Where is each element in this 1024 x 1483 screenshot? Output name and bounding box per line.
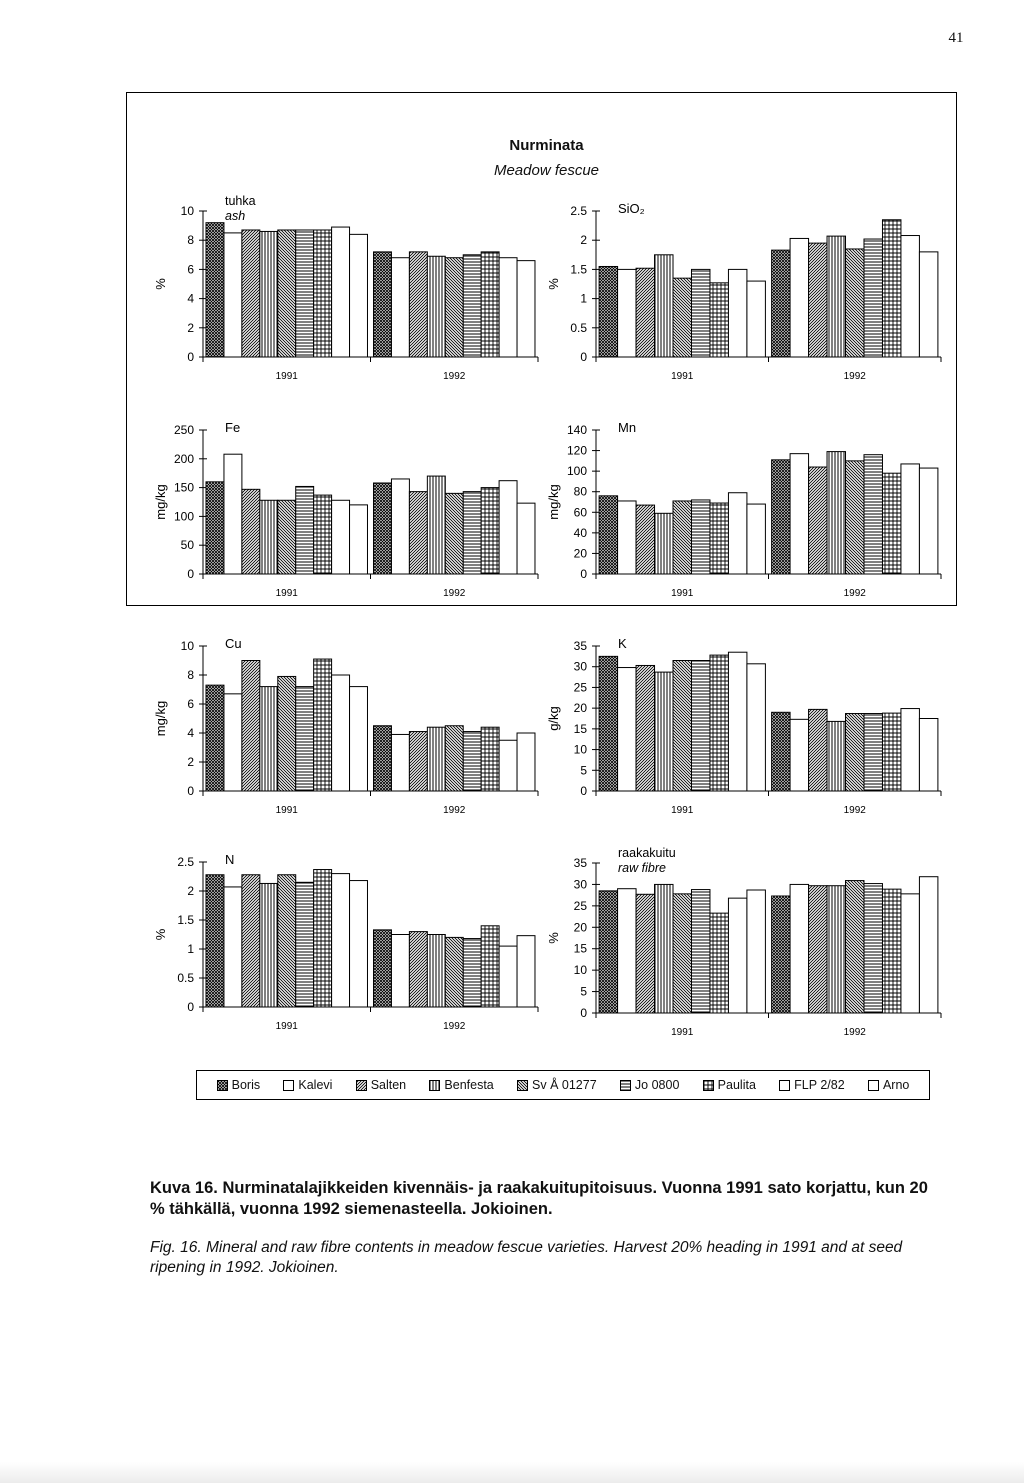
y-tick-label: 250 bbox=[173, 423, 194, 437]
x-category-label: 1992 bbox=[443, 1021, 466, 1032]
bar bbox=[499, 740, 517, 791]
chart-panel-8 bbox=[546, 846, 941, 1038]
x-category-label: 1991 bbox=[275, 588, 298, 599]
bar bbox=[374, 726, 392, 791]
y-tick-label: 0 bbox=[187, 1000, 194, 1014]
y-tick-label: 100 bbox=[173, 509, 194, 524]
y-tick-label: 20 bbox=[573, 920, 587, 935]
y-tick-label: 1 bbox=[187, 942, 194, 956]
bar bbox=[517, 936, 535, 1007]
y-axis-label: g/kg bbox=[546, 706, 561, 731]
bar bbox=[728, 898, 746, 1013]
caption-english: Fig. 16. Mineral and raw fibre contents in meadow fescue varieties. Harvest 20% heading in 1991 and at seed ripening in 1992. Jokioinen. bbox=[150, 1239, 903, 1276]
bar bbox=[463, 492, 481, 574]
bar bbox=[224, 454, 242, 574]
bar bbox=[350, 687, 368, 791]
y-tick-label: 40 bbox=[573, 525, 587, 540]
bar bbox=[224, 694, 242, 791]
legend-swatch bbox=[703, 1080, 714, 1091]
panel-label: Cu bbox=[225, 636, 242, 651]
bar bbox=[747, 281, 765, 357]
legend-swatch-fill bbox=[430, 1080, 440, 1090]
legend-swatch bbox=[283, 1080, 294, 1091]
chart-panel-4 bbox=[546, 420, 941, 599]
scan-edge bbox=[0, 1462, 1024, 1483]
x-category-label: 1992 bbox=[443, 588, 466, 599]
bar bbox=[599, 891, 617, 1013]
bar bbox=[846, 714, 864, 791]
y-tick-label: 8 bbox=[187, 668, 194, 682]
bar bbox=[919, 719, 937, 792]
bar bbox=[691, 500, 709, 574]
bar bbox=[427, 476, 445, 574]
bar bbox=[499, 258, 517, 357]
legend-label: Sv Å 01277 bbox=[532, 1078, 597, 1092]
bar bbox=[710, 283, 728, 357]
bar bbox=[864, 884, 882, 1013]
bar bbox=[901, 236, 919, 357]
chart-panel-6 bbox=[546, 636, 941, 816]
y-tick-label: 6 bbox=[187, 697, 194, 711]
bar bbox=[242, 230, 260, 357]
y-tick-label: 0 bbox=[187, 567, 194, 581]
bar bbox=[332, 874, 350, 1007]
bar bbox=[772, 896, 790, 1013]
y-axis-label: % bbox=[546, 278, 561, 290]
caption-finnish: Kuva 16. Nurminatalajikkeiden kivennäis- ja raakakuitupitoisuus. Vuonna 1991 sato korjattu, kun 20 % tähkällä, vuonna 1992 siemenasteella. Jokioinen. bbox=[150, 1179, 928, 1218]
legend-swatch-fill bbox=[518, 1080, 528, 1090]
page-number: 41 bbox=[948, 30, 964, 46]
legend-swatch bbox=[356, 1080, 367, 1091]
bar bbox=[517, 261, 535, 357]
panel-label: N bbox=[225, 852, 235, 867]
bar bbox=[710, 503, 728, 574]
legend-item bbox=[517, 1078, 597, 1092]
bar bbox=[296, 486, 314, 574]
y-tick-label: 6 bbox=[187, 262, 194, 277]
legend-swatch-fill bbox=[356, 1080, 366, 1090]
bar bbox=[901, 464, 919, 574]
legend-swatch-fill bbox=[217, 1080, 227, 1090]
bar bbox=[747, 664, 765, 791]
bar bbox=[314, 230, 332, 357]
y-tick-label: 140 bbox=[566, 423, 587, 437]
y-axis-label: mg/kg bbox=[153, 700, 168, 737]
y-tick-label: 35 bbox=[573, 856, 587, 870]
y-tick-label: 15 bbox=[573, 721, 587, 736]
bar bbox=[655, 513, 673, 574]
bar bbox=[391, 479, 409, 574]
panel-label: SiO₂ bbox=[618, 201, 645, 216]
y-tick-label: 2 bbox=[187, 755, 194, 769]
bar bbox=[463, 732, 481, 791]
bar bbox=[882, 473, 900, 574]
bar bbox=[772, 250, 790, 357]
bar bbox=[332, 227, 350, 357]
bar bbox=[517, 503, 535, 574]
bar bbox=[409, 252, 427, 357]
x-category-label: 1992 bbox=[843, 1027, 866, 1038]
bar bbox=[206, 875, 224, 1007]
bar bbox=[206, 685, 224, 791]
bar bbox=[463, 255, 481, 357]
bar bbox=[481, 252, 499, 357]
x-category-label: 1991 bbox=[275, 371, 298, 382]
y-tick-label: 0 bbox=[580, 784, 587, 798]
y-tick-label: 20 bbox=[573, 546, 587, 561]
bar bbox=[499, 481, 517, 574]
x-category-label: 1992 bbox=[843, 805, 866, 816]
legend-swatch bbox=[217, 1080, 228, 1091]
legend-item bbox=[356, 1078, 406, 1092]
bar bbox=[481, 488, 499, 574]
x-category-label: 1991 bbox=[275, 1021, 298, 1032]
y-tick-label: 60 bbox=[573, 505, 587, 520]
bar bbox=[728, 493, 746, 574]
bar bbox=[427, 256, 445, 357]
bar bbox=[691, 890, 709, 1013]
bar bbox=[332, 675, 350, 791]
legend bbox=[196, 1070, 930, 1100]
legend-label: Jo 0800 bbox=[634, 1078, 680, 1092]
chart-panel-5 bbox=[153, 636, 538, 816]
bar bbox=[391, 734, 409, 791]
bar bbox=[790, 238, 808, 357]
bar bbox=[618, 668, 636, 791]
bar bbox=[314, 870, 332, 1007]
legend-label: Boris bbox=[231, 1078, 261, 1092]
legend-swatch bbox=[517, 1080, 528, 1091]
y-tick-label: 50 bbox=[180, 538, 194, 553]
bar bbox=[691, 269, 709, 357]
y-tick-label: 0 bbox=[580, 567, 587, 581]
bar bbox=[728, 652, 746, 791]
y-tick-label: 2 bbox=[187, 320, 194, 335]
legend-item bbox=[779, 1078, 845, 1092]
panel-label: K bbox=[618, 636, 627, 651]
bar bbox=[517, 733, 535, 791]
panel-label: raakakuitu bbox=[618, 846, 676, 860]
bar bbox=[314, 659, 332, 791]
legend-item bbox=[217, 1078, 260, 1092]
bar bbox=[772, 460, 790, 574]
figure-title: Nurminata bbox=[509, 137, 584, 154]
bar bbox=[374, 252, 392, 357]
legend-swatch-fill bbox=[868, 1080, 878, 1090]
y-tick-label: 20 bbox=[573, 701, 587, 716]
bar bbox=[710, 655, 728, 791]
y-tick-label: 0 bbox=[187, 784, 194, 798]
bar bbox=[481, 926, 499, 1007]
bar bbox=[409, 932, 427, 1007]
bar bbox=[636, 894, 654, 1013]
bar bbox=[772, 712, 790, 791]
y-tick-label: 8 bbox=[187, 233, 194, 248]
bar bbox=[224, 887, 242, 1007]
y-tick-label: 1 bbox=[580, 291, 587, 306]
legend-swatch bbox=[868, 1080, 879, 1091]
bar bbox=[350, 505, 368, 574]
bar bbox=[827, 721, 845, 791]
bar bbox=[242, 661, 260, 792]
bar bbox=[481, 727, 499, 791]
bar bbox=[260, 883, 278, 1007]
bar bbox=[278, 676, 296, 791]
panel-label: tuhka bbox=[225, 194, 256, 208]
y-tick-label: 200 bbox=[173, 451, 194, 466]
bar bbox=[846, 461, 864, 574]
x-category-label: 1992 bbox=[843, 588, 866, 599]
bar bbox=[864, 714, 882, 791]
panel-label: Fe bbox=[225, 420, 241, 435]
y-tick-label: 1.5 bbox=[570, 262, 587, 277]
bar bbox=[242, 489, 260, 574]
chart-panel-2 bbox=[546, 201, 941, 382]
bar bbox=[864, 239, 882, 357]
x-category-label: 1991 bbox=[275, 805, 298, 816]
bar bbox=[864, 455, 882, 574]
bar bbox=[314, 495, 332, 574]
y-axis-label: mg/kg bbox=[153, 484, 168, 520]
bar bbox=[409, 732, 427, 791]
y-tick-label: 120 bbox=[566, 443, 587, 458]
bar bbox=[846, 881, 864, 1013]
bar bbox=[809, 243, 827, 357]
bar bbox=[242, 875, 260, 1007]
bar bbox=[391, 258, 409, 357]
y-tick-label: 10 bbox=[573, 742, 587, 757]
legend-label: Paulita bbox=[717, 1078, 756, 1092]
bar bbox=[618, 269, 636, 357]
bar bbox=[655, 672, 673, 791]
chart-panel-3 bbox=[153, 420, 538, 599]
x-category-label: 1992 bbox=[843, 371, 866, 382]
bar bbox=[636, 268, 654, 357]
y-tick-label: 2.5 bbox=[177, 855, 194, 869]
legend-swatch bbox=[779, 1080, 790, 1091]
x-category-label: 1991 bbox=[671, 1027, 694, 1038]
bar bbox=[278, 875, 296, 1007]
y-tick-label: 0 bbox=[580, 1006, 587, 1020]
bar bbox=[599, 656, 617, 791]
caption bbox=[150, 1178, 930, 1278]
panel-label-english: raw fibre bbox=[618, 861, 666, 875]
y-tick-label: 30 bbox=[573, 877, 587, 892]
bar bbox=[673, 894, 691, 1013]
bar bbox=[599, 266, 617, 357]
legend-swatch-fill bbox=[620, 1080, 630, 1090]
bar bbox=[747, 890, 765, 1013]
bar bbox=[636, 665, 654, 791]
bar bbox=[673, 501, 691, 574]
legend-item bbox=[620, 1078, 679, 1092]
y-tick-label: 0.5 bbox=[177, 971, 194, 985]
y-tick-label: 25 bbox=[573, 680, 587, 695]
y-tick-label: 5 bbox=[580, 763, 587, 778]
bar bbox=[278, 500, 296, 574]
bar bbox=[673, 661, 691, 792]
bar bbox=[224, 233, 242, 357]
y-tick-label: 0 bbox=[580, 350, 587, 364]
bar bbox=[206, 482, 224, 574]
y-tick-label: 30 bbox=[573, 659, 587, 674]
y-tick-label: 10 bbox=[573, 963, 587, 978]
x-category-label: 1991 bbox=[671, 588, 694, 599]
bar bbox=[278, 230, 296, 357]
bar bbox=[636, 505, 654, 574]
bar bbox=[790, 884, 808, 1013]
legend-label: Kalevi bbox=[298, 1078, 333, 1092]
bar bbox=[747, 504, 765, 574]
bar bbox=[296, 687, 314, 791]
bar bbox=[391, 935, 409, 1008]
bar bbox=[901, 709, 919, 791]
y-tick-label: 80 bbox=[573, 484, 587, 499]
bar bbox=[882, 713, 900, 791]
bar bbox=[901, 894, 919, 1013]
bar bbox=[790, 454, 808, 574]
legend-swatch bbox=[429, 1080, 440, 1091]
legend-swatch-fill bbox=[780, 1080, 790, 1090]
bar bbox=[809, 886, 827, 1013]
bar bbox=[710, 913, 728, 1013]
legend-swatch-fill bbox=[703, 1080, 713, 1090]
bar bbox=[374, 483, 392, 574]
legend-label: Salten bbox=[370, 1078, 407, 1092]
bar bbox=[445, 493, 463, 574]
bar bbox=[409, 492, 427, 574]
bar bbox=[618, 501, 636, 574]
legend-label: FLP 2/82 bbox=[794, 1078, 845, 1092]
legend-item bbox=[868, 1078, 909, 1092]
legend-swatch bbox=[620, 1080, 631, 1091]
x-category-label: 1992 bbox=[443, 805, 466, 816]
legend-item bbox=[703, 1078, 756, 1092]
bar bbox=[427, 935, 445, 1008]
bar bbox=[499, 946, 517, 1007]
bar bbox=[882, 220, 900, 357]
y-tick-label: 5 bbox=[580, 984, 587, 999]
x-category-label: 1991 bbox=[671, 805, 694, 816]
bar bbox=[427, 727, 445, 791]
y-axis-label: % bbox=[153, 928, 168, 941]
legend-label: Benfesta bbox=[444, 1078, 494, 1092]
y-axis-label: mg/kg bbox=[546, 484, 561, 520]
y-tick-label: 4 bbox=[187, 291, 194, 306]
bar bbox=[827, 452, 845, 574]
legend-item bbox=[429, 1078, 493, 1092]
bar bbox=[728, 269, 746, 357]
bar bbox=[296, 882, 314, 1007]
legend-item bbox=[283, 1078, 332, 1092]
legend-label: Arno bbox=[882, 1078, 910, 1092]
bar bbox=[691, 661, 709, 792]
y-tick-label: 0 bbox=[187, 350, 194, 364]
bar bbox=[919, 252, 937, 357]
bar bbox=[790, 719, 808, 791]
bar bbox=[655, 255, 673, 357]
bar bbox=[206, 223, 224, 357]
bar bbox=[350, 881, 368, 1007]
legend-swatch-fill bbox=[284, 1080, 294, 1090]
y-tick-label: 100 bbox=[566, 464, 587, 479]
bar bbox=[599, 496, 617, 574]
bar bbox=[809, 709, 827, 791]
y-tick-label: 0.5 bbox=[570, 320, 587, 335]
y-tick-label: 2 bbox=[187, 884, 194, 898]
bar bbox=[350, 234, 368, 357]
y-tick-label: 2 bbox=[580, 233, 587, 248]
y-tick-label: 4 bbox=[187, 726, 194, 740]
bar bbox=[296, 230, 314, 357]
bar bbox=[673, 278, 691, 357]
y-tick-label: 35 bbox=[573, 639, 587, 653]
bar bbox=[260, 231, 278, 357]
y-tick-label: 15 bbox=[573, 941, 587, 956]
bar bbox=[445, 726, 463, 791]
y-tick-label: 1.5 bbox=[177, 913, 194, 927]
chart-panel-1 bbox=[153, 194, 538, 382]
bar bbox=[374, 930, 392, 1007]
figure-subtitle: Meadow fescue bbox=[493, 162, 600, 179]
y-tick-label: 2.5 bbox=[570, 204, 587, 218]
bar bbox=[809, 467, 827, 574]
panel-label: Mn bbox=[618, 420, 637, 435]
x-category-label: 1991 bbox=[671, 371, 694, 382]
bar bbox=[882, 889, 900, 1013]
bar bbox=[618, 889, 636, 1013]
bar bbox=[919, 468, 937, 574]
bar bbox=[919, 877, 937, 1013]
y-tick-label: 150 bbox=[173, 480, 194, 495]
bar bbox=[463, 939, 481, 1007]
bar bbox=[827, 886, 845, 1013]
y-axis-label: % bbox=[546, 932, 561, 944]
bar bbox=[445, 937, 463, 1007]
bar bbox=[846, 249, 864, 357]
bar bbox=[260, 500, 278, 574]
bar bbox=[827, 236, 845, 357]
panel-label-english: ash bbox=[225, 209, 246, 223]
bar bbox=[445, 258, 463, 357]
bar bbox=[655, 884, 673, 1013]
y-tick-label: 10 bbox=[180, 204, 194, 218]
y-tick-label: 10 bbox=[180, 639, 194, 653]
chart-panel-7 bbox=[153, 852, 538, 1032]
y-tick-label: 25 bbox=[573, 898, 587, 913]
bar bbox=[332, 500, 350, 574]
x-category-label: 1992 bbox=[443, 371, 466, 382]
y-axis-label: % bbox=[153, 278, 168, 290]
bar bbox=[260, 687, 278, 791]
